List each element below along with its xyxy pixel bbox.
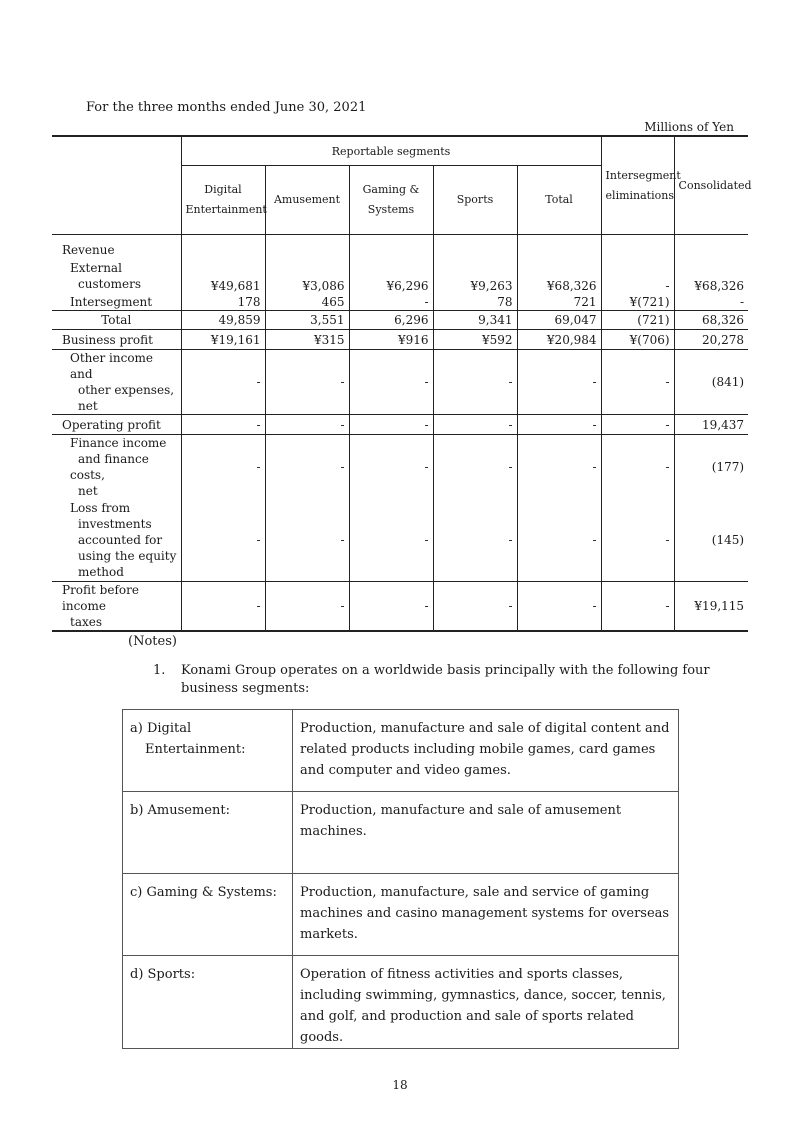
- table-cell: -: [517, 350, 601, 415]
- table-cell: -: [265, 415, 349, 435]
- consolidated-header: Consolidated: [674, 136, 748, 235]
- amusement-header: Amusement: [265, 166, 349, 235]
- table-row: [123, 956, 679, 1049]
- table-cell: -: [349, 435, 433, 500]
- note-number: 1.: [153, 663, 166, 678]
- table-cell: -: [601, 259, 674, 293]
- note-text: Konami Group operates on a worldwide basis principally with the following four business segments:: [181, 663, 710, 696]
- segment-key: b) Amusement:: [123, 792, 293, 874]
- segment-description: Production, manufacture, sale and service of gaming machines and casino management systems for overseas markets.: [293, 874, 679, 956]
- segment-description: Production, manufacture and sale of amusement machines.: [293, 792, 679, 874]
- notes-title: (Notes): [128, 634, 177, 649]
- table-cell: ¥19,115: [674, 582, 748, 632]
- table-cell: -: [349, 415, 433, 435]
- table-row: [123, 710, 679, 792]
- table-cell: 9,341: [433, 311, 517, 330]
- table-cell: ¥(721): [601, 293, 674, 311]
- table-cell: -: [349, 293, 433, 311]
- external-customers-row: [52, 259, 748, 293]
- header-row-group: [52, 136, 748, 166]
- table-cell: -: [265, 499, 349, 582]
- table-cell: -: [181, 582, 265, 632]
- table-cell: 178: [181, 293, 265, 311]
- page-number: 18: [392, 1078, 408, 1092]
- table-cell: -: [601, 415, 674, 435]
- table-cell: ¥592: [433, 330, 517, 350]
- note-item-1: [153, 662, 713, 698]
- table-cell: (721): [601, 311, 674, 330]
- period-heading: For the three months ended June 30, 2021: [86, 100, 367, 115]
- table-cell: -: [181, 435, 265, 500]
- total-label: Total: [52, 311, 181, 330]
- table-cell: ¥68,326: [674, 259, 748, 293]
- table-cell: -: [265, 350, 349, 415]
- table-cell: ¥(706): [601, 330, 674, 350]
- table-cell: 19,437: [674, 415, 748, 435]
- table-cell: -: [601, 350, 674, 415]
- table-cell: -: [181, 415, 265, 435]
- table-cell: (177): [674, 435, 748, 500]
- table-row: [123, 792, 679, 874]
- table-cell: -: [349, 350, 433, 415]
- table-cell: ¥68,326: [517, 259, 601, 293]
- equity-method-label: Loss from investments accounted for using the equity method: [70, 501, 177, 579]
- business-segments-table: [122, 709, 679, 1049]
- intersegment-header: Intersegment eliminations: [601, 136, 674, 235]
- external-customers-label: External customers: [70, 261, 142, 291]
- segment-key: a) Digital Entertainment:: [123, 710, 293, 792]
- segment-table: [52, 135, 752, 632]
- table-cell: -: [349, 499, 433, 582]
- table-cell: -: [265, 435, 349, 500]
- equity-method-row: [52, 499, 748, 582]
- segment-key: d) Sports:: [123, 956, 293, 1049]
- total-row: [52, 311, 748, 330]
- table-cell: -: [433, 582, 517, 632]
- table-cell: -: [601, 582, 674, 632]
- other-income-row: [52, 350, 748, 415]
- table-cell: 721: [517, 293, 601, 311]
- table-cell: 3,551: [265, 311, 349, 330]
- table-cell: -: [181, 499, 265, 582]
- table-cell: ¥49,681: [181, 259, 265, 293]
- other-income-label: Other income and other expenses, net: [52, 350, 181, 415]
- gaming-systems-header: Gaming & Systems: [349, 166, 433, 235]
- table-cell: -: [601, 499, 674, 582]
- intersegment-label: Intersegment: [70, 294, 153, 309]
- digital-entertainment-header: Digital Entertainment: [181, 166, 265, 235]
- table-cell: 68,326: [674, 311, 748, 330]
- table-cell: -: [349, 582, 433, 632]
- segment-description: Operation of fitness activities and sports classes, including swimming, gymnastics, dance, soccer, tennis, and golf, and production and sale of sports related goods.: [293, 956, 679, 1049]
- table-cell: -: [601, 435, 674, 500]
- segment-description: Production, manufacture and sale of digital content and related products including mobile games, card games and computer and video games.: [293, 710, 679, 792]
- table-cell: -: [433, 435, 517, 500]
- table-cell: ¥315: [265, 330, 349, 350]
- operating-profit-label: Operating profit: [52, 415, 181, 435]
- table-cell: (841): [674, 350, 748, 415]
- reportable-segments-header: Reportable segments: [181, 136, 601, 166]
- revenue-label: Revenue: [62, 243, 115, 257]
- table-cell: ¥9,263: [433, 259, 517, 293]
- table-cell: ¥19,161: [181, 330, 265, 350]
- table-cell: ¥6,296: [349, 259, 433, 293]
- finance-label: Finance income and finance costs, net: [52, 435, 181, 500]
- table-cell: 6,296: [349, 311, 433, 330]
- table-cell: -: [181, 350, 265, 415]
- table-cell: 465: [265, 293, 349, 311]
- intersegment-row: [52, 293, 748, 311]
- business-profit-label: Business profit: [52, 330, 181, 350]
- header-blank-cell: [52, 136, 181, 235]
- table-cell: ¥20,984: [517, 330, 601, 350]
- finance-row: [52, 435, 748, 500]
- profit-before-taxes-label: Profit before income taxes: [52, 582, 181, 632]
- units-label: Millions of Yen: [644, 120, 734, 134]
- revenue-label-row: [52, 235, 748, 260]
- segment-key: c) Gaming & Systems:: [123, 874, 293, 956]
- business-profit-row: [52, 330, 748, 350]
- table-cell: (145): [674, 499, 748, 582]
- table-cell: 49,859: [181, 311, 265, 330]
- table-cell: 69,047: [517, 311, 601, 330]
- operating-profit-row: [52, 415, 748, 435]
- table-cell: -: [517, 499, 601, 582]
- table-cell: 78: [433, 293, 517, 311]
- profit-before-taxes-row: [52, 582, 748, 632]
- table-cell: -: [674, 293, 748, 311]
- sports-header: Sports: [433, 166, 517, 235]
- table-cell: -: [433, 499, 517, 582]
- table-cell: ¥3,086: [265, 259, 349, 293]
- table-cell: -: [517, 415, 601, 435]
- table-cell: -: [265, 582, 349, 632]
- table-cell: ¥916: [349, 330, 433, 350]
- table-cell: -: [517, 435, 601, 500]
- total-header: Total: [517, 166, 601, 235]
- table-cell: 20,278: [674, 330, 748, 350]
- table-cell: -: [433, 350, 517, 415]
- table-row: [123, 874, 679, 956]
- table-cell: -: [517, 582, 601, 632]
- table-cell: -: [433, 415, 517, 435]
